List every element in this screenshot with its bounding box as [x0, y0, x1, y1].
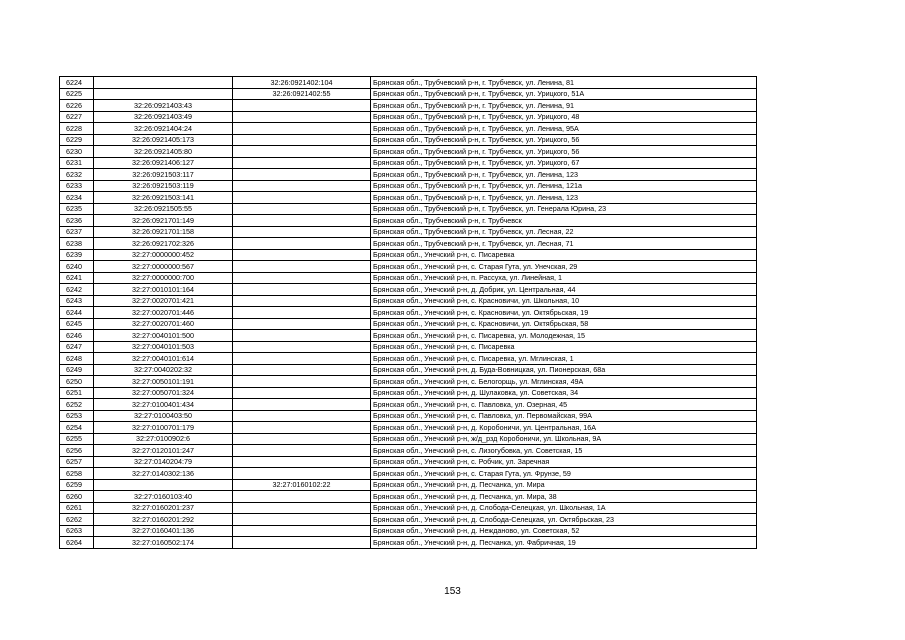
cadastral-number-alt-cell	[233, 399, 371, 411]
address-cell: Брянская обл., Трубчевский р-н, г. Трубчевск, ул. Ленина, 95А	[371, 123, 757, 135]
address-cell: Брянская обл., Унечский р-н, с. Павловка, ул. Озерная, 45	[371, 399, 757, 411]
cadastral-number-alt-cell	[233, 341, 371, 353]
address-cell: Брянская обл., Трубчевский р-н, г. Трубчевск, ул. Урицкого, 56	[371, 146, 757, 158]
cadastral-number-alt-cell	[233, 422, 371, 434]
cadastral-number-alt-cell	[233, 433, 371, 445]
address-cell: Брянская обл., Унечский р-н, д. Слобода-Селецкая, ул. Октябрьская, 23	[371, 514, 757, 526]
cadastral-number-cell: 32:27:0100902:6	[94, 433, 233, 445]
row-number-cell: 6230	[60, 146, 94, 158]
address-cell: Брянская обл., Трубчевский р-н, г. Трубчевск, ул. Ленина, 81	[371, 77, 757, 89]
address-cell: Брянская обл., Трубчевский р-н, г. Трубчевск, ул. Урицкого, 51А	[371, 88, 757, 100]
cadastral-number-alt-cell	[233, 525, 371, 537]
cadastral-number-alt-cell	[233, 146, 371, 158]
cadastral-number-alt-cell	[233, 353, 371, 365]
cadastral-number-cell: 32:27:0100403:50	[94, 410, 233, 422]
row-number-cell: 6255	[60, 433, 94, 445]
row-number-cell: 6259	[60, 479, 94, 491]
cadastral-number-alt-cell: 32:27:0160102:22	[233, 479, 371, 491]
row-number-cell: 6245	[60, 318, 94, 330]
row-number-cell: 6260	[60, 491, 94, 503]
table-row	[60, 238, 757, 250]
address-cell: Брянская обл., Трубчевский р-н, г. Трубчевск, ул. Ленина, 123	[371, 192, 757, 204]
cadastral-number-alt-cell	[233, 445, 371, 457]
cadastral-number-cell: 32:27:0160401:136	[94, 525, 233, 537]
table-row	[60, 180, 757, 192]
table-row	[60, 364, 757, 376]
cadastral-number-alt-cell	[233, 318, 371, 330]
row-number-cell: 6264	[60, 537, 94, 549]
cadastral-number-cell: 32:26:0921701:158	[94, 226, 233, 238]
row-number-cell: 6231	[60, 157, 94, 169]
address-cell: Брянская обл., Унечский р-н, д. Песчанка, ул. Фабричная, 19	[371, 537, 757, 549]
table-row	[60, 123, 757, 135]
cadastral-number-alt-cell	[233, 272, 371, 284]
cadastral-number-alt-cell	[233, 169, 371, 181]
address-cell: Брянская обл., Унечский р-н, с. Писаревка, ул. Мглинская, 1	[371, 353, 757, 365]
cadastral-number-alt-cell	[233, 180, 371, 192]
table-row	[60, 445, 757, 457]
row-number-cell: 6227	[60, 111, 94, 123]
address-cell: Брянская обл., Унечский р-н, д. Коробоничи, ул. Центральная, 16А	[371, 422, 757, 434]
row-number-cell: 6232	[60, 169, 94, 181]
table-row	[60, 134, 757, 146]
row-number-cell: 6248	[60, 353, 94, 365]
table-row	[60, 422, 757, 434]
cadastral-number-cell	[94, 77, 233, 89]
cadastral-number-cell: 32:27:0020701:446	[94, 307, 233, 319]
cadastral-number-alt-cell	[233, 238, 371, 250]
cadastral-number-cell: 32:26:0921405:173	[94, 134, 233, 146]
table-row	[60, 456, 757, 468]
cadastral-number-alt-cell	[233, 502, 371, 514]
cadastral-number-alt-cell	[233, 537, 371, 549]
table-row	[60, 215, 757, 227]
row-number-cell: 6263	[60, 525, 94, 537]
address-cell: Брянская обл., Унечский р-н, с. Старая Гута, ул. Фрунзе, 59	[371, 468, 757, 480]
cadastral-number-alt-cell	[233, 111, 371, 123]
table-row	[60, 249, 757, 261]
cadastral-number-cell: 32:26:0921405:80	[94, 146, 233, 158]
cadastral-number-cell: 32:27:0100701:179	[94, 422, 233, 434]
row-number-cell: 6237	[60, 226, 94, 238]
address-cell: Брянская обл., Унечский р-н, с. Писаревка, ул. Молодежная, 15	[371, 330, 757, 342]
cadastral-number-alt-cell	[233, 468, 371, 480]
cadastral-number-alt-cell: 32:26:0921402:104	[233, 77, 371, 89]
row-number-cell: 6249	[60, 364, 94, 376]
cadastral-number-cell: 32:27:0020701:421	[94, 295, 233, 307]
address-cell: Брянская обл., Унечский р-н, с. Павловка, ул. Первомайская, 99А	[371, 410, 757, 422]
cadastral-number-cell: 32:26:0921503:141	[94, 192, 233, 204]
row-number-cell: 6238	[60, 238, 94, 250]
address-cell: Брянская обл., Унечский р-н, с. Писаревка	[371, 249, 757, 261]
address-cell: Брянская обл., Унечский р-н, с. Красновичи, ул. Октябрьская, 58	[371, 318, 757, 330]
table-row	[60, 100, 757, 112]
address-cell: Брянская обл., Унечский р-н, д. Буда-Вовницкая, ул. Пионерская, 68а	[371, 364, 757, 376]
row-number-cell: 6254	[60, 422, 94, 434]
table-row	[60, 226, 757, 238]
cadastral-number-cell: 32:27:0050101:191	[94, 376, 233, 388]
row-number-cell: 6229	[60, 134, 94, 146]
cadastral-number-alt-cell	[233, 456, 371, 468]
cadastral-number-alt-cell	[233, 410, 371, 422]
cadastral-number-cell: 32:27:0000000:452	[94, 249, 233, 261]
row-number-cell: 6226	[60, 100, 94, 112]
row-number-cell: 6233	[60, 180, 94, 192]
row-number-cell: 6242	[60, 284, 94, 296]
address-cell: Брянская обл., Унечский р-н, ж/д_рзд Коробоничи, ул. Школьная, 9А	[371, 433, 757, 445]
row-number-cell: 6244	[60, 307, 94, 319]
cadastral-number-alt-cell	[233, 215, 371, 227]
cadastral-number-alt-cell	[233, 295, 371, 307]
address-cell: Брянская обл., Трубчевский р-н, г. Трубчевск, ул. Ленина, 91	[371, 100, 757, 112]
cadastral-number-cell: 32:27:0010101:164	[94, 284, 233, 296]
table-row	[60, 169, 757, 181]
cadastral-number-cell: 32:27:0020701:460	[94, 318, 233, 330]
address-cell: Брянская обл., Трубчевский р-н, г. Трубчевск, ул. Ленина, 123	[371, 169, 757, 181]
cadastral-number-cell	[94, 479, 233, 491]
cadastral-number-alt-cell	[233, 203, 371, 215]
address-cell: Брянская обл., Трубчевский р-н, г. Трубчевск, ул. Урицкого, 48	[371, 111, 757, 123]
cadastral-number-alt-cell	[233, 100, 371, 112]
cadastral-number-cell: 32:26:0921702:326	[94, 238, 233, 250]
table-row	[60, 295, 757, 307]
cadastral-number-alt-cell	[233, 307, 371, 319]
table-row	[60, 468, 757, 480]
address-cell: Брянская обл., Трубчевский р-н, г. Трубчевск, ул. Лесная, 22	[371, 226, 757, 238]
row-number-cell: 6240	[60, 261, 94, 273]
cadastral-number-cell: 32:27:0050701:324	[94, 387, 233, 399]
cadastral-number-cell: 32:27:0160201:237	[94, 502, 233, 514]
row-number-cell: 6235	[60, 203, 94, 215]
cadastral-number-cell: 32:27:0000000:700	[94, 272, 233, 284]
table-row	[60, 537, 757, 549]
cadastral-number-cell: 32:26:0921505:55	[94, 203, 233, 215]
address-cell: Брянская обл., Унечский р-н, д. Добрик, ул. Центральная, 44	[371, 284, 757, 296]
row-number-cell: 6241	[60, 272, 94, 284]
row-number-cell: 6252	[60, 399, 94, 411]
table-row	[60, 387, 757, 399]
cadastral-number-cell: 32:27:0160103:40	[94, 491, 233, 503]
table-row	[60, 111, 757, 123]
table-row	[60, 146, 757, 158]
cadastral-number-cell: 32:27:0140302:136	[94, 468, 233, 480]
cadastral-number-alt-cell	[233, 284, 371, 296]
row-number-cell: 6257	[60, 456, 94, 468]
table-row	[60, 525, 757, 537]
cadastral-number-cell: 32:26:0921503:117	[94, 169, 233, 181]
row-number-cell: 6253	[60, 410, 94, 422]
row-number-cell: 6224	[60, 77, 94, 89]
cadastral-number-alt-cell	[233, 514, 371, 526]
table-row	[60, 376, 757, 388]
cadastral-number-alt-cell	[233, 491, 371, 503]
address-cell: Брянская обл., Трубчевский р-н, г. Трубчевск, ул. Ленина, 121а	[371, 180, 757, 192]
table-row	[60, 307, 757, 319]
table-row	[60, 433, 757, 445]
table-row	[60, 318, 757, 330]
cadastral-number-cell: 32:27:0120101:247	[94, 445, 233, 457]
cadastral-number-cell: 32:26:0921503:119	[94, 180, 233, 192]
records-table-body	[60, 77, 757, 549]
row-number-cell: 6250	[60, 376, 94, 388]
table-row	[60, 491, 757, 503]
row-number-cell: 6236	[60, 215, 94, 227]
cadastral-number-alt-cell: 32:26:0921402:55	[233, 88, 371, 100]
row-number-cell: 6247	[60, 341, 94, 353]
table-row	[60, 502, 757, 514]
table-row	[60, 330, 757, 342]
cadastral-number-cell: 32:26:0921701:149	[94, 215, 233, 227]
cadastral-number-cell: 32:26:0921403:43	[94, 100, 233, 112]
address-cell: Брянская обл., Унечский р-н, с. Робчик, ул. Заречная	[371, 456, 757, 468]
cadastral-number-cell: 32:27:0040202:32	[94, 364, 233, 376]
address-cell: Брянская обл., Унечский р-н, с. Красновичи, ул. Школьная, 10	[371, 295, 757, 307]
address-cell: Брянская обл., Унечский р-н, с. Писаревка	[371, 341, 757, 353]
cadastral-number-cell: 32:27:0100401:434	[94, 399, 233, 411]
table-row	[60, 479, 757, 491]
address-cell: Брянская обл., Унечский р-н, с. Лизогубовка, ул. Советская, 15	[371, 445, 757, 457]
row-number-cell: 6239	[60, 249, 94, 261]
cadastral-number-cell: 32:26:0921406:127	[94, 157, 233, 169]
address-cell: Брянская обл., Унечский р-н, д. Песчанка, ул. Мира, 38	[371, 491, 757, 503]
table-row	[60, 272, 757, 284]
cadastral-number-alt-cell	[233, 249, 371, 261]
table-row	[60, 514, 757, 526]
cadastral-number-cell: 32:26:0921403:49	[94, 111, 233, 123]
address-cell: Брянская обл., Унечский р-н, п. Рассуха, ул. Линейная, 1	[371, 272, 757, 284]
row-number-cell: 6261	[60, 502, 94, 514]
cadastral-number-alt-cell	[233, 157, 371, 169]
cadastral-number-alt-cell	[233, 123, 371, 135]
cadastral-number-alt-cell	[233, 261, 371, 273]
cadastral-number-alt-cell	[233, 376, 371, 388]
cadastral-number-alt-cell	[233, 226, 371, 238]
table-row	[60, 157, 757, 169]
table-row	[60, 353, 757, 365]
address-cell: Брянская обл., Унечский р-н, с. Красновичи, ул. Октябрьская, 19	[371, 307, 757, 319]
cadastral-number-cell	[94, 88, 233, 100]
cadastral-number-alt-cell	[233, 364, 371, 376]
cadastral-number-cell: 32:27:0160201:292	[94, 514, 233, 526]
row-number-cell: 6228	[60, 123, 94, 135]
cadastral-number-cell: 32:27:0140204:79	[94, 456, 233, 468]
cadastral-number-cell: 32:27:0160502:174	[94, 537, 233, 549]
table-row	[60, 410, 757, 422]
address-cell: Брянская обл., Унечский р-н, д. Шулаковка, ул. Советская, 34	[371, 387, 757, 399]
address-cell: Брянская обл., Трубчевский р-н, г. Трубчевск, ул. Урицкого, 67	[371, 157, 757, 169]
cadastral-number-cell: 32:27:0040101:500	[94, 330, 233, 342]
cadastral-number-alt-cell	[233, 330, 371, 342]
table-row	[60, 284, 757, 296]
address-cell: Брянская обл., Унечский р-н, д. Слобода-Селецкая, ул. Школьная, 1А	[371, 502, 757, 514]
row-number-cell: 6234	[60, 192, 94, 204]
address-cell: Брянская обл., Унечский р-н, д. Нежданово, ул. Советская, 52	[371, 525, 757, 537]
table-row	[60, 341, 757, 353]
table-row	[60, 192, 757, 204]
address-cell: Брянская обл., Трубчевский р-н, г. Трубчевск, ул. Генерала Юрина, 23	[371, 203, 757, 215]
row-number-cell: 6256	[60, 445, 94, 457]
table-row	[60, 261, 757, 273]
cadastral-number-cell: 32:27:0000000:567	[94, 261, 233, 273]
table-row	[60, 203, 757, 215]
row-number-cell: 6246	[60, 330, 94, 342]
row-number-cell: 6243	[60, 295, 94, 307]
row-number-cell: 6258	[60, 468, 94, 480]
cadastral-number-cell: 32:26:0921404:24	[94, 123, 233, 135]
cadastral-number-alt-cell	[233, 192, 371, 204]
table-row	[60, 77, 757, 89]
row-number-cell: 6225	[60, 88, 94, 100]
cadastral-number-alt-cell	[233, 134, 371, 146]
address-cell: Брянская обл., Трубчевский р-н, г. Трубчевск, ул. Урицкого, 56	[371, 134, 757, 146]
address-cell: Брянская обл., Унечский р-н, д. Песчанка, ул. Мира	[371, 479, 757, 491]
address-cell: Брянская обл., Унечский р-н, с. Старая Гута, ул. Унечская, 29	[371, 261, 757, 273]
row-number-cell: 6251	[60, 387, 94, 399]
page-number: 153	[444, 586, 461, 597]
cadastral-number-cell: 32:27:0040101:614	[94, 353, 233, 365]
table-row	[60, 88, 757, 100]
cadastral-number-cell: 32:27:0040101:503	[94, 341, 233, 353]
records-table	[59, 76, 757, 549]
address-cell: Брянская обл., Унечский р-н, с. Белогорщь, ул. Мглинская, 49А	[371, 376, 757, 388]
table-row	[60, 399, 757, 411]
row-number-cell: 6262	[60, 514, 94, 526]
address-cell: Брянская обл., Трубчевский р-н, г. Трубчевск, ул. Лесная, 71	[371, 238, 757, 250]
address-cell: Брянская обл., Трубчевский р-н, г. Трубчевск	[371, 215, 757, 227]
cadastral-number-alt-cell	[233, 387, 371, 399]
